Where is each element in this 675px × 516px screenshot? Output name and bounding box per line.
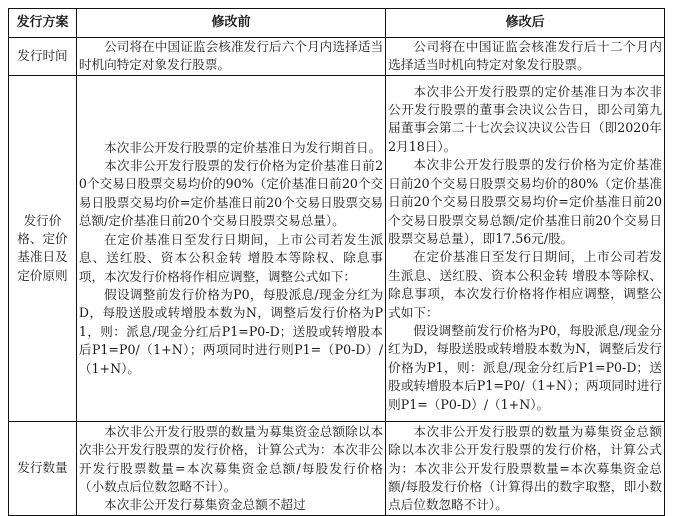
paragraph: 本次非公开发行募集资金总额不超过 — [104, 497, 306, 513]
paragraph: 公司将在中国证监会核准发行后十二个月内选择适当时机向特定对象发行股票。 — [388, 39, 662, 73]
table-row-issuance-time — [9, 38, 665, 76]
paragraph: 本次非公开发行股票的定价基准日为本次非公开发行股票的董事会决议公告日，即公司第九届董事会第二十七次会议决议公告日（即2020年2月18日）。 — [388, 83, 662, 154]
paragraph: 假设调整前发行价格为P0，每股派息/现金分红为D，每股送股或转增股本数为N，调整后发行价格为P1，则：派息/现金分红后P1=P0-D；送股或转增股本后P1=P0/（1+N）；两项同时进行则P1=（P0-D）/（1+N）。 — [388, 322, 662, 412]
after-cell — [386, 75, 665, 421]
header-issuance-plan: 发行方案 — [9, 9, 77, 38]
header-row — [9, 9, 665, 38]
paragraph: 假设调整前发行价格为P0，每股派息/现金分红为D，每股送股或转增股本数为N，调整后发行价格为P1，则：派息/现金分红后P1=P0-D；送股或转增股本后P1=P0/（1+N）；两项同时进行则P1=（P0-D）/（1+N）。 — [78, 286, 384, 376]
row-label: 发行价格、定价基准日及定价原则 — [9, 75, 77, 421]
header-after-change: 修改后 — [386, 9, 665, 38]
paragraph: 本次非公开发行股票的发行价格为定价基准日前20个交易日股票交易均价的90%（定价基准日前20个交易日股票交易均价=定价基准日前20个交易日股票交易总额/定价基准日前20个交易日股票交易总量）。 — [78, 158, 384, 229]
paragraph: 本次非公开发行股票的数量为募集资金总额除以本次非公开发行股票的发行价格，计算公式为：本次非公开发行股票数量=本次募集资金总额/每股发行价格（计算得出的数字取整，即小数点后位数忽略不计）。 — [388, 423, 662, 513]
paragraph: 本次非公开发行股票的发行价格为定价基准日前20个交易日股票交易均价的80%（定价基准日前20个交易日股票交易均价=定价基准日前20个交易日股票交易总额/定价基准日前20个交易日股票交易总量），即17.56元/股。 — [388, 157, 662, 246]
before-cell — [76, 75, 385, 421]
table-row-pricing — [9, 75, 665, 421]
paragraph: 本次非公开发行股票的定价基准日为发行期首日。 — [104, 139, 382, 155]
paragraph: 在定价基准日至发行日期间，上市公司若发生派息、送红股、资本公积金转 增股本等除权、除息事项，本次发行价格将作相应调整，调整公式如下： — [78, 231, 384, 284]
table-row-quantity — [9, 421, 665, 515]
before-cell — [76, 421, 385, 515]
paragraph: 本次非公开发行股票的数量为募集资金总额除以本次非公开发行股票的发行价格，计算公式为：本次非公开发行股票数量=本次募集资金总额/每股发行价格（小数点后位数忽略不计）。 — [78, 423, 384, 495]
before-cell — [76, 38, 385, 76]
paragraph: 在定价基准日至发行日期间，上市公司若发生派息、送红股、资本公积金转 增股本等除权、除息事项，本次发行价格将作相应调整，调整公式如下： — [388, 249, 662, 320]
row-label: 发行数量 — [9, 421, 77, 515]
paragraph: 公司将在中国证监会核准发行后六个月内选择适当时机向特定对象发行股票。 — [78, 39, 384, 73]
header-before-change: 修改前 — [76, 9, 385, 38]
after-cell — [386, 38, 665, 76]
comparison-table — [8, 8, 665, 516]
after-cell — [386, 421, 665, 515]
row-label: 发行时间 — [9, 38, 77, 76]
